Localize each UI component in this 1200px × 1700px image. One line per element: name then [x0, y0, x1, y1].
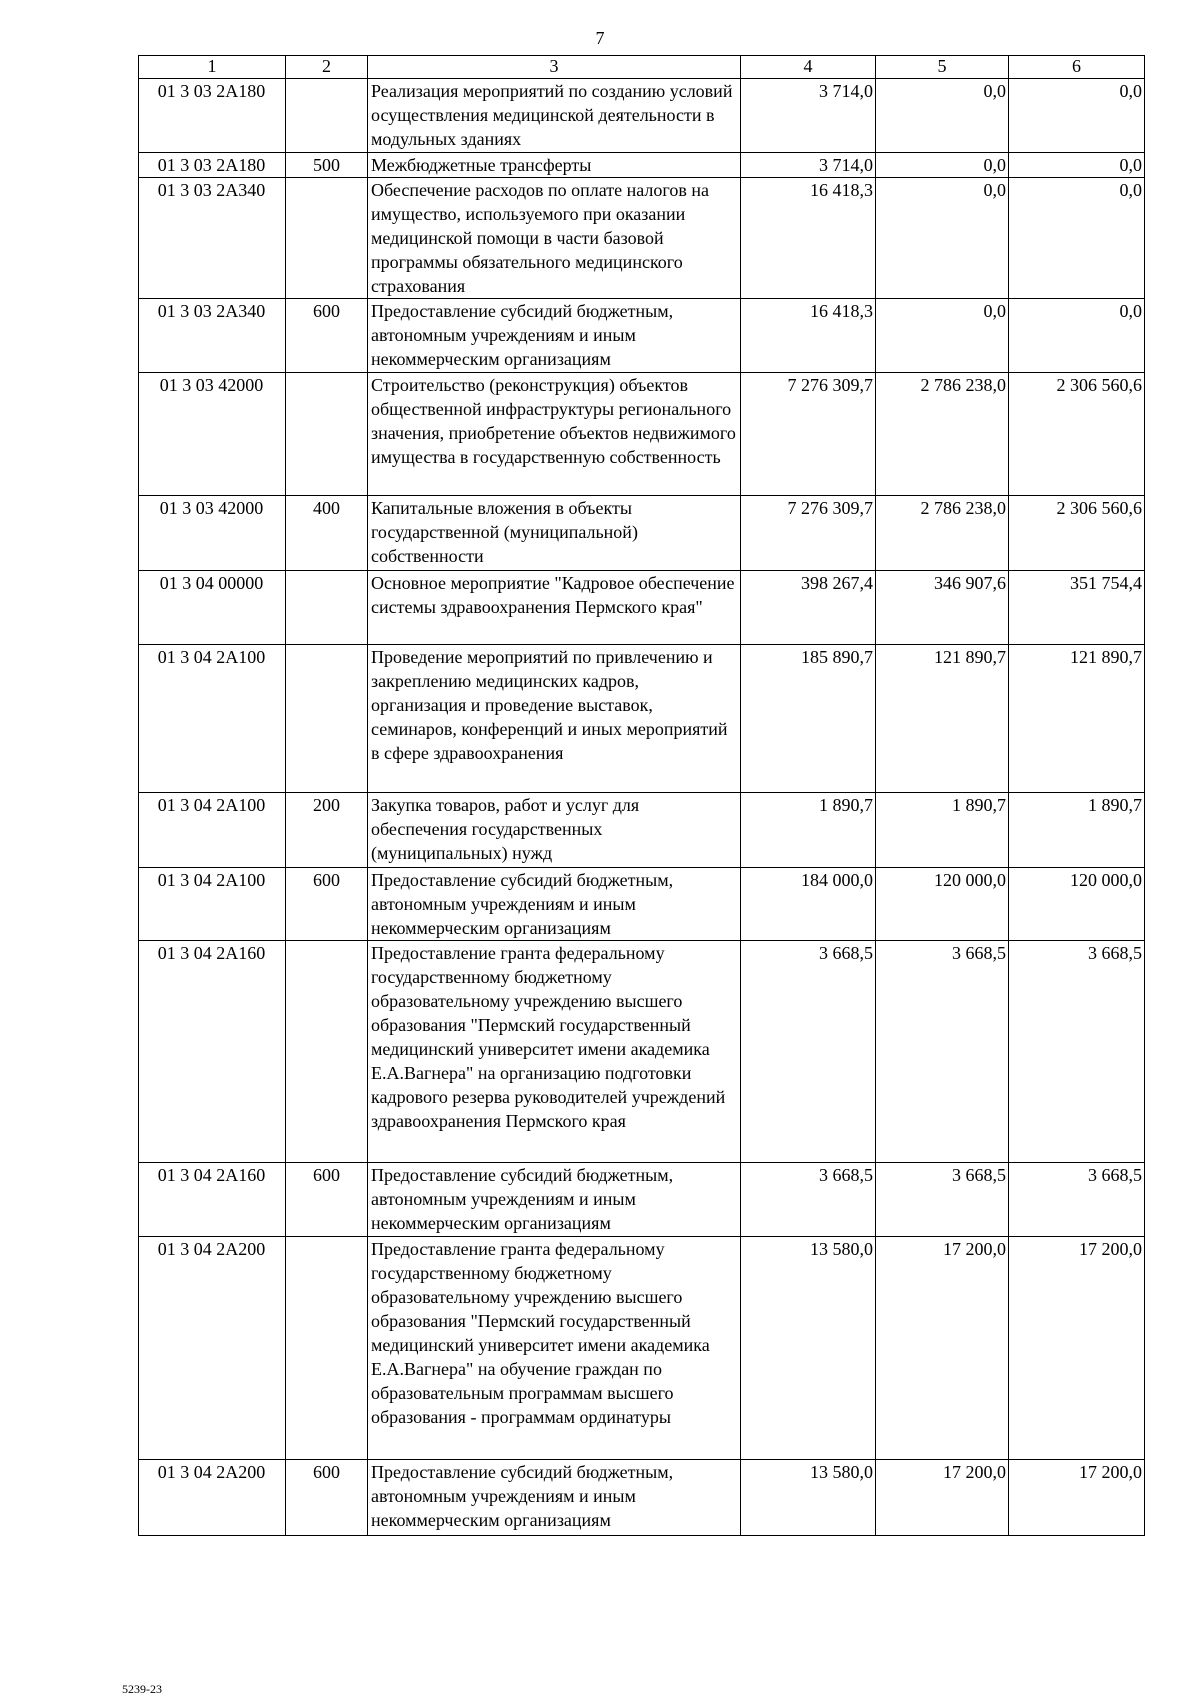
row-value-6: 351 754,4: [1009, 571, 1145, 645]
budget-table: [138, 55, 1145, 1536]
row-code: 01 3 04 2А160: [139, 941, 286, 1163]
table-row: [139, 941, 1145, 1163]
row-value-4: 1 890,7: [741, 793, 876, 868]
row-kind: [286, 373, 368, 496]
row-code: 01 3 04 2А100: [139, 645, 286, 793]
row-kind: [286, 571, 368, 645]
row-name: Предоставление субсидий бюджетным, автономным учреждениям и иным некоммерческим организациям: [368, 299, 741, 373]
row-value-5: 120 000,0: [876, 868, 1009, 941]
row-kind: [286, 941, 368, 1163]
row-name: Межбюджетные трансферты: [368, 153, 741, 178]
row-value-6: 2 306 560,6: [1009, 496, 1145, 571]
row-value-5: 346 907,6: [876, 571, 1009, 645]
row-value-5: 0,0: [876, 79, 1009, 153]
table-row: [139, 868, 1145, 941]
row-name: Обеспечение расходов по оплате налогов на имущество, используемого при оказании медицинской помощи в части базовой программы обязательного медицинского страхования: [368, 178, 741, 299]
column-header: 1: [139, 56, 286, 79]
row-code: 01 3 04 2А100: [139, 793, 286, 868]
row-value-6: 121 890,7: [1009, 645, 1145, 793]
page-number: 7: [595, 28, 605, 48]
row-name: Строительство (реконструкция) объектов общественной инфраструктуры регионального значения, приобретение объектов недвижимого имущества в государственную собственность: [368, 373, 741, 496]
row-value-6: 2 306 560,6: [1009, 373, 1145, 496]
document-code: 5239-23: [122, 1682, 162, 1696]
row-value-5: 3 668,5: [876, 1163, 1009, 1237]
row-code: 01 3 04 2А200: [139, 1237, 286, 1460]
row-value-6: 1 890,7: [1009, 793, 1145, 868]
row-code: 01 3 03 2А340: [139, 178, 286, 299]
row-value-4: 13 580,0: [741, 1460, 876, 1536]
row-value-5: 17 200,0: [876, 1460, 1009, 1536]
column-header: 5: [876, 56, 1009, 79]
row-value-5: 17 200,0: [876, 1237, 1009, 1460]
row-kind: 200: [286, 793, 368, 868]
row-value-6: 3 668,5: [1009, 1163, 1145, 1237]
row-value-4: 398 267,4: [741, 571, 876, 645]
column-header: 6: [1009, 56, 1145, 79]
table-header-row: [139, 56, 1145, 79]
row-name: Предоставление субсидий бюджетным, автономным учреждениям и иным некоммерческим организациям: [368, 868, 741, 941]
column-header: 3: [368, 56, 741, 79]
row-value-6: 3 668,5: [1009, 941, 1145, 1163]
row-kind: [286, 1237, 368, 1460]
row-kind: [286, 645, 368, 793]
row-value-5: 2 786 238,0: [876, 496, 1009, 571]
row-value-5: 0,0: [876, 178, 1009, 299]
row-code: 01 3 04 2А200: [139, 1460, 286, 1536]
row-code: 01 3 04 2А160: [139, 1163, 286, 1237]
row-value-4: 3 668,5: [741, 1163, 876, 1237]
table-row: [139, 571, 1145, 645]
row-value-4: 3 714,0: [741, 153, 876, 178]
row-value-4: 13 580,0: [741, 1237, 876, 1460]
row-name: Проведение мероприятий по привлечению и закреплению медицинских кадров, организация и проведение выставок, семинаров, конференций и иных мероприятий в сфере здравоохранения: [368, 645, 741, 793]
row-kind: [286, 79, 368, 153]
table-row: [139, 645, 1145, 793]
row-value-4: 185 890,7: [741, 645, 876, 793]
row-name: Закупка товаров, работ и услуг для обеспечения государственных (муниципальных) нужд: [368, 793, 741, 868]
row-name: Предоставление гранта федеральному государственному бюджетному образовательному учреждению высшего образования "Пермский государственный медицинский университет имени академика Е.А.Вагнера" на организацию подготовки кадрового резерва руководителей учреждений здравоохранения Пермского края: [368, 941, 741, 1163]
row-name: Предоставление субсидий бюджетным, автономным учреждениям и иным некоммерческим организациям: [368, 1460, 741, 1536]
row-value-6: 0,0: [1009, 178, 1145, 299]
row-value-5: 121 890,7: [876, 645, 1009, 793]
row-value-4: 16 418,3: [741, 299, 876, 373]
table-row: [139, 793, 1145, 868]
row-kind: [286, 178, 368, 299]
row-name: Капитальные вложения в объекты государственной (муниципальной) собственности: [368, 496, 741, 571]
table-row: [139, 299, 1145, 373]
row-kind: 500: [286, 153, 368, 178]
table-row: [139, 153, 1145, 178]
row-value-5: 1 890,7: [876, 793, 1009, 868]
row-value-4: 3 668,5: [741, 941, 876, 1163]
row-name: Реализация мероприятий по созданию условий осуществления медицинской деятельности в модульных зданиях: [368, 79, 741, 153]
column-header: 2: [286, 56, 368, 79]
row-name: Предоставление гранта федеральному государственному бюджетному образовательному учреждению высшего образования "Пермский государственный медицинский университет имени академика Е.А.Вагнера" на обучение граждан по образовательным программам высшего образования - программам ординатуры: [368, 1237, 741, 1460]
table-row: [139, 79, 1145, 153]
row-value-5: 2 786 238,0: [876, 373, 1009, 496]
row-code: 01 3 03 42000: [139, 373, 286, 496]
row-kind: 600: [286, 299, 368, 373]
row-value-4: 184 000,0: [741, 868, 876, 941]
table-row: [139, 1163, 1145, 1237]
table-row: [139, 178, 1145, 299]
row-value-4: 7 276 309,7: [741, 496, 876, 571]
row-code: 01 3 04 2А100: [139, 868, 286, 941]
row-value-6: 17 200,0: [1009, 1237, 1145, 1460]
row-value-5: 0,0: [876, 153, 1009, 178]
column-header: 4: [741, 56, 876, 79]
row-name: Основное мероприятие "Кадровое обеспечение системы здравоохранения Пермского края": [368, 571, 741, 645]
row-kind: 600: [286, 1163, 368, 1237]
row-code: 01 3 03 2А180: [139, 153, 286, 178]
row-value-6: 0,0: [1009, 153, 1145, 178]
row-value-4: 7 276 309,7: [741, 373, 876, 496]
row-kind: 600: [286, 868, 368, 941]
row-value-6: 120 000,0: [1009, 868, 1145, 941]
row-code: 01 3 04 00000: [139, 571, 286, 645]
row-value-4: 16 418,3: [741, 178, 876, 299]
table-row: [139, 496, 1145, 571]
row-value-6: 17 200,0: [1009, 1460, 1145, 1536]
row-name: Предоставление субсидий бюджетным, автономным учреждениям и иным некоммерческим организациям: [368, 1163, 741, 1237]
table-row: [139, 1460, 1145, 1536]
table-row: [139, 1237, 1145, 1460]
row-code: 01 3 03 2А180: [139, 79, 286, 153]
row-value-6: 0,0: [1009, 299, 1145, 373]
row-value-5: 0,0: [876, 299, 1009, 373]
row-value-6: 0,0: [1009, 79, 1145, 153]
row-code: 01 3 03 2А340: [139, 299, 286, 373]
row-kind: 600: [286, 1460, 368, 1536]
row-code: 01 3 03 42000: [139, 496, 286, 571]
row-value-4: 3 714,0: [741, 79, 876, 153]
table-row: [139, 373, 1145, 496]
row-kind: 400: [286, 496, 368, 571]
row-value-5: 3 668,5: [876, 941, 1009, 1163]
